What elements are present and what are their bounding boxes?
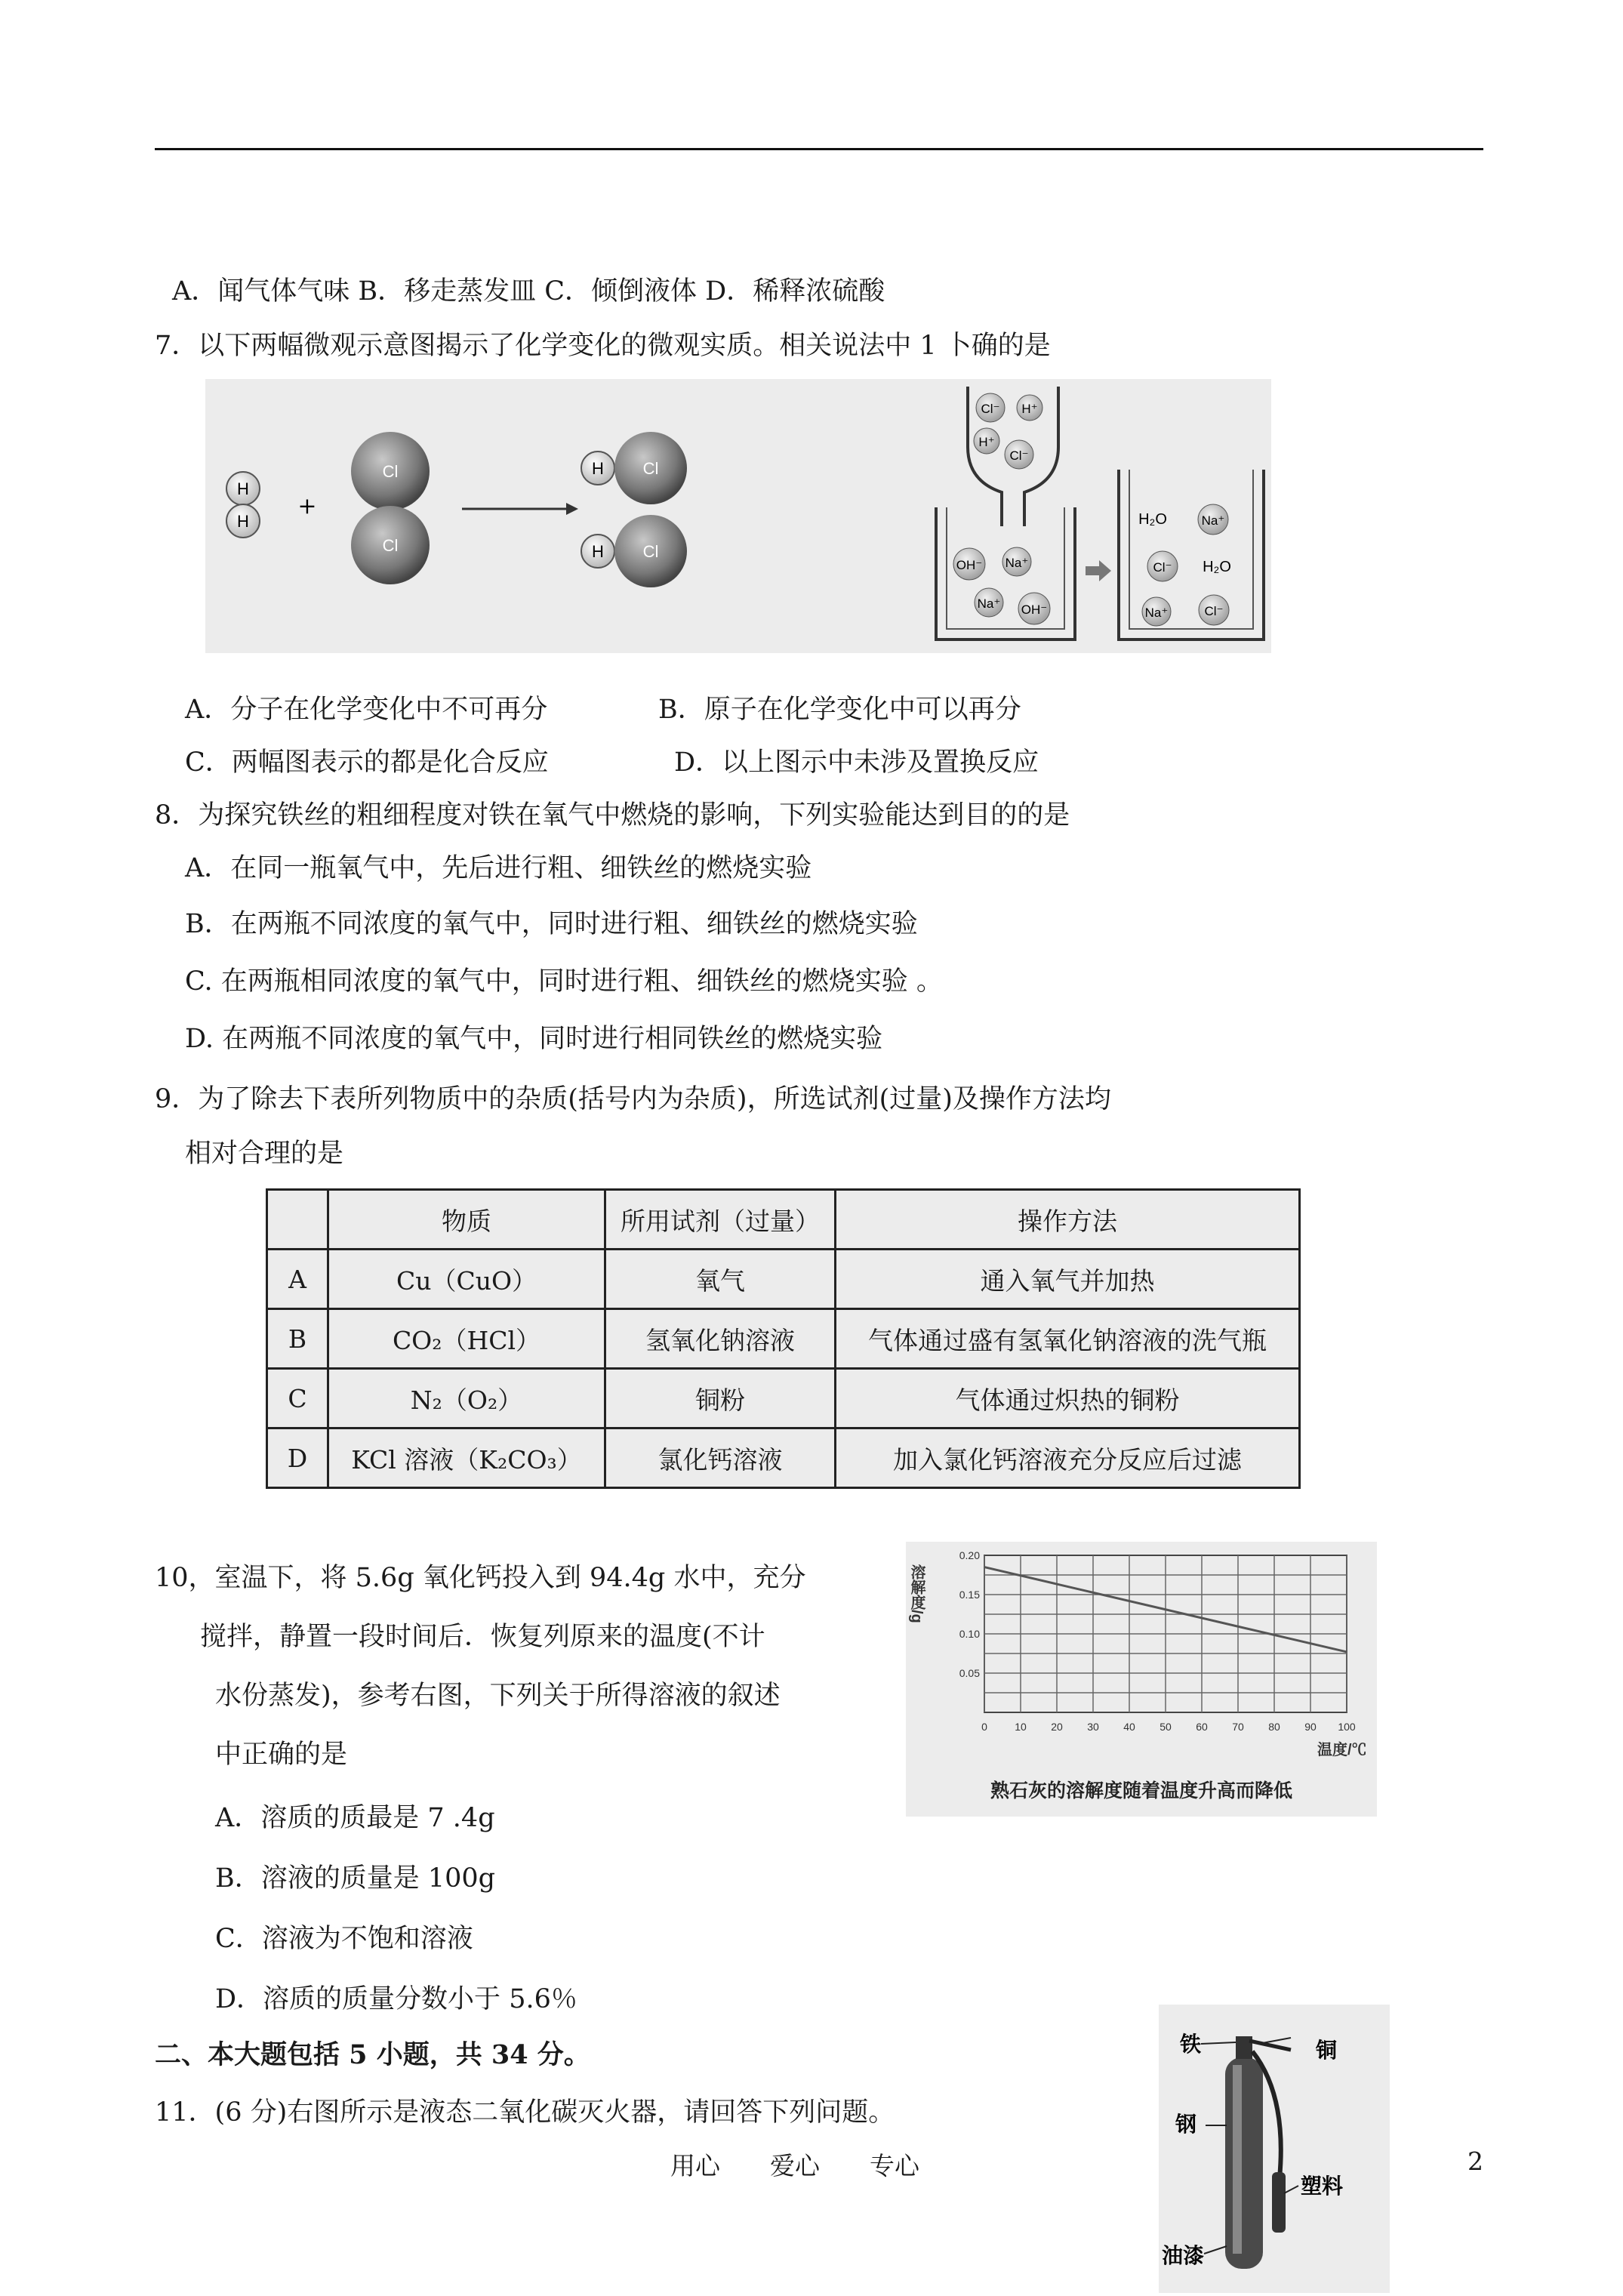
y-tick-label: 0.15 [959, 1589, 980, 1601]
x-tick-label: 80 [1268, 1721, 1280, 1733]
x-tick-label: 40 [1123, 1721, 1135, 1733]
atom-h1: H [237, 479, 249, 498]
header-rule [155, 148, 1483, 150]
extinguisher-diagram [1159, 2005, 1390, 2293]
q7-option-d: D．以上图示中未涉及置换反应 [674, 747, 1039, 778]
q7-option-c: C．两幅图表示的都是化合反应 [185, 747, 549, 778]
x-tick-label: 100 [1338, 1721, 1356, 1733]
q8-option-c: C. 在两瓶相同浓度的氧气中，同时进行粗、细铁丝的燃烧实验 。 [185, 966, 943, 997]
q7-micro-diagram [205, 379, 1271, 653]
x-tick-label: 50 [1160, 1721, 1172, 1733]
table-cell: 气体通过炽热的铜粉 [836, 1369, 1300, 1428]
label-copper: 铜 [1316, 2038, 1338, 2063]
extinguisher-figure [1159, 2005, 1390, 2293]
section-2-title: 二、本大题包括 5 小题，共 34 分。 [155, 2039, 590, 2070]
page-number: 2 [1467, 2147, 1483, 2176]
label-plastic: 塑料 [1301, 2174, 1344, 2199]
q11-stem: 11．(6 分)右图所示是液态二氧化碳灭火器，请回答下列问题。 [155, 2097, 895, 2128]
table-row [267, 1428, 1300, 1488]
x-tick-label: 10 [1015, 1721, 1027, 1733]
q6-options: A．闻气体气味 B．移走蒸发皿 C．倾倒液体 D．稀释浓硫酸 [172, 276, 885, 307]
q9-table [266, 1188, 1301, 1489]
q10-option-b: B．溶液的质量是 100g [215, 1863, 496, 1894]
q10-line4: 中正确的是 [215, 1740, 348, 1770]
funnel-ion-3: H⁺ [978, 435, 995, 449]
table-cell: A [267, 1250, 328, 1309]
beaker2-item-3: Cl⁻ [1153, 560, 1172, 575]
funnel-ion-4: Cl⁻ [1009, 448, 1029, 463]
q8-option-b: B．在两瓶不同浓度的氧气中，同时进行粗、细铁丝的燃烧实验 [185, 909, 918, 939]
beaker-2 [1119, 470, 1264, 639]
table-row [267, 1309, 1300, 1369]
table-cell: N₂（O₂） [328, 1369, 605, 1428]
q10-option-c: C．溶液为不饱和溶液 [215, 1924, 473, 1954]
beaker-arrow [1086, 560, 1111, 581]
table-cell: 加入氯化钙溶液充分反应后过滤 [836, 1428, 1300, 1488]
table-cell: Cu（CuO） [328, 1250, 605, 1309]
beaker2-item-2: Na⁺ [1201, 513, 1225, 528]
table-row [267, 1250, 1300, 1309]
table-cell: 氢氧化钠溶液 [605, 1309, 836, 1369]
beaker2-item-6: Cl⁻ [1204, 604, 1224, 618]
funnel-ion-1: Cl⁻ [981, 402, 1000, 416]
funnel-ion-2: H⁺ [1021, 402, 1038, 416]
atom-cl4: Cl [642, 542, 659, 561]
table-cell: C [267, 1369, 328, 1428]
table-header-cell: 所用试剂（过量） [605, 1190, 836, 1250]
beaker2-item-4: H₂O [1203, 559, 1231, 575]
atom-h2: H [237, 512, 249, 531]
atom-cl1: Cl [382, 462, 399, 481]
table-cell: 氧气 [605, 1250, 836, 1309]
q10-line1: 10，室温下，将 5.6g 氧化钙投入到 94.4g 水中，充分 [155, 1563, 806, 1593]
table-header-cell [267, 1190, 328, 1250]
x-tick-label: 70 [1232, 1721, 1244, 1733]
footer-text-2: 爱心 [770, 2151, 820, 2180]
nozzle [1272, 2172, 1286, 2233]
label-paint: 油漆 [1162, 2243, 1205, 2268]
q7-option-b: B．原子在化学变化中可以再分 [658, 695, 1021, 725]
chart-caption: 熟石灰的溶解度随着温度升高而降低 [990, 1780, 1293, 1801]
footer-text-3: 专心 [870, 2151, 919, 2180]
beaker1-ion-3: Na⁺ [977, 596, 1001, 611]
atom-cl3: Cl [642, 459, 659, 478]
y-tick-label: 0.20 [959, 1549, 980, 1561]
beaker2-item-5: Na⁺ [1144, 606, 1169, 620]
table-header-row [267, 1190, 1300, 1250]
table-cell: 氯化钙溶液 [605, 1428, 836, 1488]
table-header-cell: 物质 [328, 1190, 605, 1250]
table-header-cell: 操作方法 [836, 1190, 1300, 1250]
x-tick-label: 0 [981, 1721, 987, 1733]
x-tick-label: 30 [1087, 1721, 1099, 1733]
table-cell: 通入氧气并加热 [836, 1250, 1300, 1309]
atom-h3: H [592, 459, 604, 478]
label-steel: 钢 [1175, 2112, 1197, 2137]
solubility-chart-box [906, 1542, 1377, 1817]
table-row [267, 1369, 1300, 1428]
table-cell: 气体通过盛有氢氧化钠溶液的洗气瓶 [836, 1309, 1300, 1369]
q10-line3: 水份蒸发)，参考右图，下列关于所得溶液的叙述 [215, 1681, 781, 1711]
q9-stem-line1: 9．为了除去下表所列物质中的杂质(括号内为杂质)，所选试剂(过量)及操作方法均 [155, 1084, 1111, 1114]
table-cell: KCl 溶液（K₂CO₃） [328, 1428, 605, 1488]
beaker1-ion-4: OH⁻ [1021, 603, 1048, 617]
q8-option-d: D. 在两瓶不同浓度的氧气中，同时进行相同铁丝的燃烧实验 [185, 1024, 883, 1054]
beaker1-ion-1: OH⁻ [956, 558, 983, 572]
label-iron: 铁 [1180, 2032, 1202, 2057]
q8-option-a: A．在同一瓶氧气中，先后进行粗、细铁丝的燃烧实验 [185, 853, 812, 883]
table-cell: 铜粉 [605, 1369, 836, 1428]
table-cell: CO₂（HCl） [328, 1309, 605, 1369]
extinguisher-cylinder [1225, 2057, 1263, 2269]
y-axis-label: 溶解度/g [908, 1564, 925, 1623]
x-tick-label: 20 [1051, 1721, 1063, 1733]
atom-h4: H [592, 542, 604, 561]
q10-option-a: A．溶质的质最是 7 .4g [215, 1803, 495, 1833]
beaker2-item-1: H₂O [1138, 511, 1167, 528]
x-tick-label: 60 [1196, 1721, 1208, 1733]
x-tick-label: 90 [1304, 1721, 1317, 1733]
plus-sign: + [297, 493, 317, 519]
x-axis-label: 温度/℃ [1317, 1742, 1367, 1758]
q10-line2: 搅拌，静置一段时间后．恢复列原来的温度(不计 [200, 1622, 765, 1652]
beaker1-ion-2: Na⁺ [1005, 556, 1029, 570]
q7-stem: 7．以下两幅微观示意图揭示了化学变化的微观实质。相关说法中 1 卜确的是 [155, 331, 1051, 361]
footer-text-1: 用心 [670, 2151, 720, 2180]
q9-stem-line2: 相对合理的是 [185, 1139, 344, 1169]
table-cell: B [267, 1309, 328, 1369]
q7-option-a: A．分子在化学变化中不可再分 [185, 695, 548, 725]
atom-cl2: Cl [382, 536, 399, 555]
y-tick-label: 0.10 [959, 1628, 980, 1640]
q7-figure [205, 379, 1271, 653]
q8-stem: 8．为探究铁丝的粗细程度对铁在氧气中燃烧的影响，下列实验能达到目的的是 [155, 800, 1070, 831]
y-tick-label: 0.05 [959, 1667, 980, 1679]
solubility-chart [906, 1542, 1377, 1817]
table-cell: D [267, 1428, 328, 1488]
q10-option-d: D．溶质的质量分数小于 5.6％ [215, 1984, 577, 2014]
